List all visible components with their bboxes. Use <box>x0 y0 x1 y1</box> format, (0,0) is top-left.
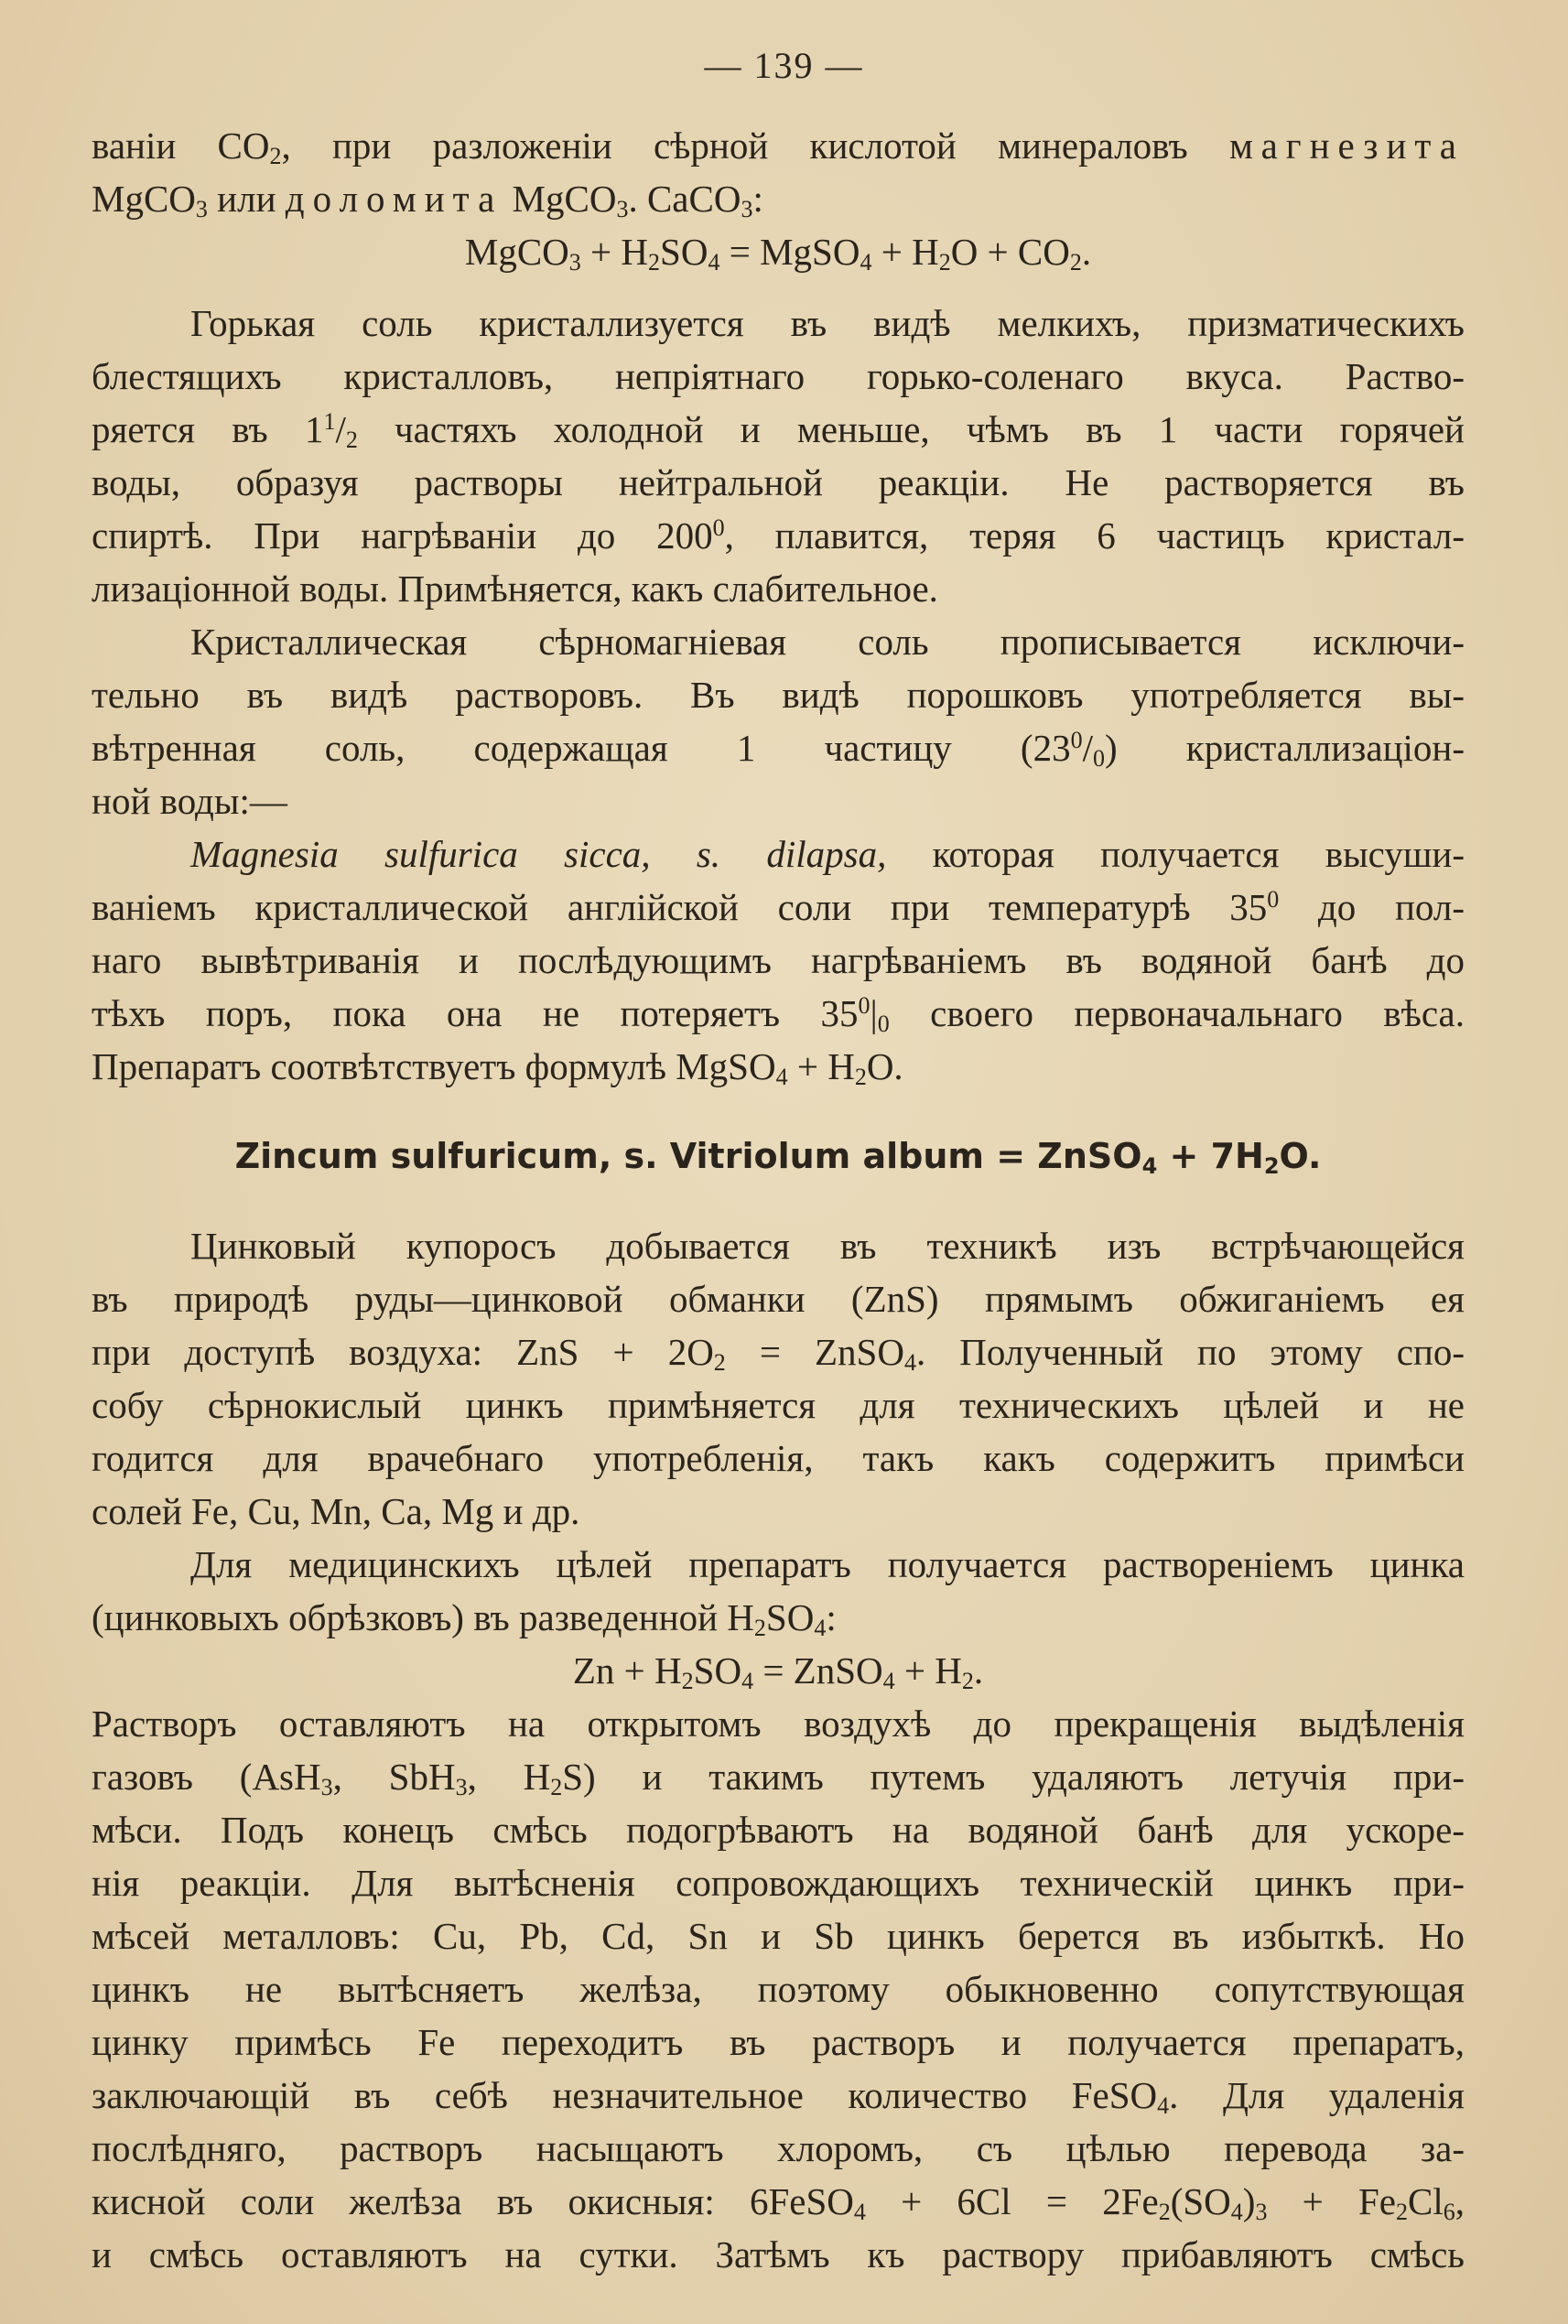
text-line: собу сѣрнокислый цинкъ примѣняется для техническихъ цѣлей и не <box>92 1384 1465 1426</box>
text-line: послѣдняго, растворъ насыщаютъ хлоромъ, съ цѣлью перевода за- <box>92 2127 1465 2169</box>
text-line: Magnesia sulfurica sicca, s. dilapsa, которая получается высуши- <box>190 833 1465 875</box>
text-line: Препаратъ соотвѣтствуетъ формулѣ MgSO$_4$ + $H_2O$. <box>92 1045 903 1090</box>
paragraph-1 <box>92 119 1465 225</box>
text-line: при доступѣ воздуха: ZnS + $2O_2$ = ZnSO$_4$. Полученный по этому спо- <box>92 1331 1465 1376</box>
text-line: заключающій въ себѣ незначительное количество FeSO$_4$. Для удаленія <box>92 2074 1465 2119</box>
text-line: Цинковый купоросъ добывается въ техникѣ изъ встрѣчающейся <box>190 1225 1465 1267</box>
paragraph-2 <box>92 297 1465 615</box>
text-line: Растворъ оставляютъ на открытомъ воздухѣ до прекращенія выдѣленія <box>92 1702 1465 1745</box>
latin-term: Magnesia sulfurica sicca, s. dilapsa, <box>190 833 887 875</box>
text-line: ряется въ $1^1/_2$ частяхъ холодной и меньше, чѣмъ въ 1 части горячей <box>92 408 1465 453</box>
text-line: мѣсей металловъ: Cu, Pb, Cd, Sn и Sb цинкъ берется въ избыткѣ. Но <box>92 1915 1465 1957</box>
section-heading: Zincum sulfuricum, s. Vitriolum album = ZnSO$_4$ + $7H_2O$. <box>234 1136 1322 1179</box>
text-line: въ природѣ руды—цинковой обманки (ZnS) прямымъ обжиганіемъ ея <box>92 1278 1465 1320</box>
text-line: нія реакціи. Для вытѣсненія сопровождающихъ техническій цинкъ при- <box>92 1862 1465 1904</box>
text-line: тѣхъ поръ, пока она не потеряетъ $35^0|_0$ своего первоначальнаго вѣса. <box>92 992 1465 1037</box>
text-line: воды, образуя растворы нейтральной реакціи. Не растворяется въ <box>92 461 1465 503</box>
text-line: годится для врачебнаго употребленія, такъ какъ содержитъ примѣси <box>92 1437 1465 1479</box>
text-line: вѣтренная соль, содержащая 1 частицу $(23^0/_0)$ кристаллизаціон- <box>92 727 1465 772</box>
text-line: газовъ (AsH$_3$, SbH$_3$, $H_2S$) и такимъ путемъ удаляютъ летучія при- <box>92 1756 1465 1800</box>
paragraph-3 <box>92 615 1465 827</box>
text-line: Горькая соль кристаллизуется въ видѣ мелкихъ, призматическихъ <box>190 302 1465 344</box>
text-line: Кристаллическая сѣрномагніевая соль прописывается исключи- <box>190 621 1465 663</box>
text-line: блестящихъ кристалловъ, непріятнаго горько-соленаго вкуса. Раство- <box>92 355 1465 397</box>
text-line: Для медицинскихъ цѣлей препаратъ получается раствореніемъ цинка <box>190 1543 1465 1585</box>
formula-zinc: $Zn + H_2SO_4$ = ZnSO$_4$ + $H_2$. <box>572 1649 984 1694</box>
paragraph-6 <box>92 1538 1465 1644</box>
page-body <box>92 119 1465 2281</box>
text-line: ваніи $CO_2$, при разложеніи сѣрной кислотой минераловъ магнезита <box>92 124 1465 169</box>
formula-magnesite: MgCO$_3$ + $H_2SO_4$ = MgSO$_4$ + $H_2O + CO_2$. <box>464 231 1092 276</box>
text-line: (цинковыхъ обрѣзковъ) въ разведенной $H_2SO_4$: <box>92 1596 837 1641</box>
text-line: цинкъ не вытѣсняетъ желѣза, поэтому обыкновенно сопутствующая <box>92 1968 1465 2010</box>
text-line: цинку примѣсь Fe переходитъ въ растворъ и получается препаратъ, <box>92 2021 1465 2063</box>
text-line: ной воды:— <box>92 780 287 822</box>
page-number: — 139 — <box>704 45 864 86</box>
paragraph-7 <box>92 1697 1465 2281</box>
paragraph-4 <box>92 827 1465 1093</box>
text-line: мѣси. Подъ конецъ смѣсь подогрѣваютъ на водяной банѣ для ускоре- <box>92 1809 1465 1851</box>
text-line: кисной соли желѣза въ окисныя: 6FeSO$_4$ + $6Cl = 2Fe_2(SO_4)_3 + Fe_2Cl_6$, <box>92 2180 1465 2225</box>
text-line: тельно въ видѣ растворовъ. Въ видѣ порошковъ употребляется вы- <box>92 674 1465 716</box>
text-line: спиртѣ. При нагрѣваніи до $200^0$, плавится, теряя 6 частицъ кристал- <box>92 514 1465 557</box>
text-line: наго вывѣтриванія и послѣдующимъ нагрѣваніемъ въ водяной банѣ до <box>92 939 1465 981</box>
text-line: лизаціонной воды. Примѣняется, какъ слабительное. <box>92 567 938 610</box>
text-line: MgCO$_3$ или доломита MgCO$_3$. CaCO$_3$: <box>92 178 763 222</box>
text-line: солей Fe, Cu, Mn, Ca, Mg и др. <box>92 1490 580 1532</box>
text-line: и смѣсь оставляютъ на сутки. Затѣмъ къ раствору прибавляютъ смѣсь <box>92 2233 1465 2275</box>
text-line: ваніемъ кристаллической англійской соли при температурѣ $35^0$ до пол- <box>92 886 1465 928</box>
paragraph-5 <box>92 1219 1465 1538</box>
